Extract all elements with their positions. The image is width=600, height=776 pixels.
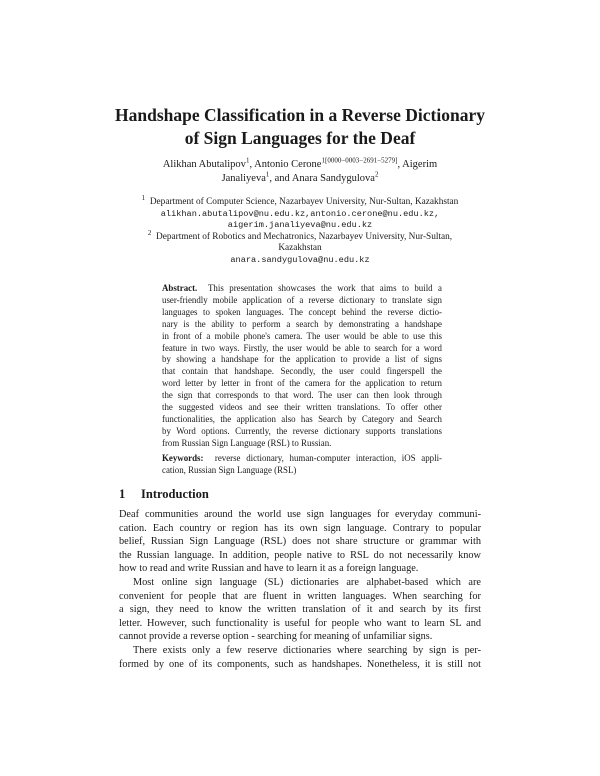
affiliation-mark: 1 — [245, 156, 250, 165]
email-line: aigerim.janaliyeva@nu.edu.kz — [227, 220, 373, 231]
abstract-line: languages to spoken languages. The concept behind the reverse dictio- — [162, 306, 442, 317]
affiliations — [0, 193, 600, 267]
abstract-line: word letter by letter in front of the camera for the application to return — [162, 378, 442, 389]
body-line: Most online sign language (SL) dictionaries are alphabet-based which are — [133, 576, 481, 588]
body-line: letter. However, such functionality is useful for people who want to learn SL and — [119, 617, 481, 629]
body-line: how to read and write Russian and have to learn it as a foreign language. — [119, 563, 419, 575]
paper-title — [0, 104, 600, 150]
abstract — [162, 283, 442, 450]
abstract-line: user-friendly mobile application of a reverse dictionary to translate sign — [162, 294, 442, 305]
abstract-label: Abstract. — [162, 283, 198, 293]
body-line: Deaf communities around the world use sign languages for everyday communi- — [119, 509, 481, 520]
body-line: convenient for people that are fluent in written languages. When searching for — [119, 590, 481, 602]
abstract-line: in front of a mobile phone's camera. The user would be able to use this — [162, 330, 442, 341]
abstract-line: the suggested videos and see their written translations. To offer other — [162, 402, 442, 413]
keywords-label: Keywords: — [162, 453, 204, 463]
body-line: the Russian language. In addition, people native to RSL do not necessarily know — [119, 549, 481, 561]
abstract-text: This presentation showcases the work that aims to build a — [208, 283, 442, 293]
abstract-line: by showing a handshape for the application to provide a list of signs — [162, 354, 442, 365]
section-heading — [119, 486, 209, 502]
body-line: cannot provide a reverse option - searching for meaning of unfamiliar signs. — [119, 631, 433, 643]
affiliation-mark: 2 — [374, 170, 379, 179]
author-name: Alikhan Abutalipov — [162, 159, 246, 170]
abstract-line: by Word options. Currently, the reverse dictionary supports translations — [162, 425, 442, 436]
body-line: formed by one of its components, such as handshapes. Nonetheless, it is still not — [119, 658, 481, 670]
affiliation-1: Department of Computer Science, Nazarbayev University, Nur-Sultan, Kazakhstan — [149, 197, 459, 207]
body-text — [119, 508, 481, 671]
abstract-line: functionalities, the application also has Search by Category and Search — [162, 413, 442, 424]
abstract-line: the sign that corresponds to that word. The user can then look through — [162, 390, 442, 401]
author-name: , Aigerim — [397, 159, 438, 170]
author-list — [0, 158, 600, 186]
body-line: cation. Each country or region has its own sign language. Contrary to popular — [119, 522, 481, 534]
affiliation-number: 1 — [141, 193, 146, 202]
section-title: Introduction — [141, 487, 209, 501]
keywords-text: reverse dictionary, human-computer interaction, iOS appli- — [214, 453, 442, 463]
body-line: belief, Russian Sign Language (RSL) does not share structure or grammar with — [119, 536, 481, 548]
abstract-line: nary is the ability to perform a search by demonstrating a handshape — [162, 318, 442, 329]
abstract-line: that contain that handshape. Secondly, the user could fingerspell the — [162, 366, 442, 377]
abstract-line: from Russian Sign Language (RSL) to Russian. — [162, 437, 332, 448]
author-name: , and Anara Sandygulova — [269, 173, 375, 184]
author-name: Janaliyeva — [221, 173, 266, 184]
section-number: 1 — [119, 487, 126, 501]
affiliation-2: Department of Robotics and Mechatronics, Nazarbayev University, Nur-Sultan, — [156, 231, 453, 242]
affiliation-2-country: Kazakhstan — [278, 243, 322, 254]
paper-title-line-1: Handshape Classification in a Reverse Dictionary — [115, 105, 485, 125]
affiliation-mark: 1 — [265, 170, 270, 179]
paper-title-line-2: of Sign Languages for the Deaf — [184, 128, 416, 148]
keywords — [162, 453, 442, 477]
abstract-line: feature in two ways. Firstly, the user would be able to search for a word — [162, 342, 442, 353]
abstract-line — [162, 283, 442, 295]
body-line: There exists only a few reserve dictionaries where searching by sign is per- — [133, 644, 481, 656]
body-line: a sign, they need to know the written translation of it and search by its first — [119, 604, 481, 616]
author-name: , Antonio Cerone — [249, 159, 322, 170]
keywords-text: cation, Russian Sign Language (RSL) — [162, 464, 297, 475]
affiliation-number: 2 — [147, 228, 152, 237]
email-line: anara.sandygulova@nu.edu.kz — [230, 254, 370, 265]
email-line: alikhan.abutalipov@nu.edu.kz,antonio.cerone@nu.edu.kz, — [160, 208, 440, 219]
orcid-mark: 1[0000−0003−2691−5279] — [321, 156, 398, 165]
